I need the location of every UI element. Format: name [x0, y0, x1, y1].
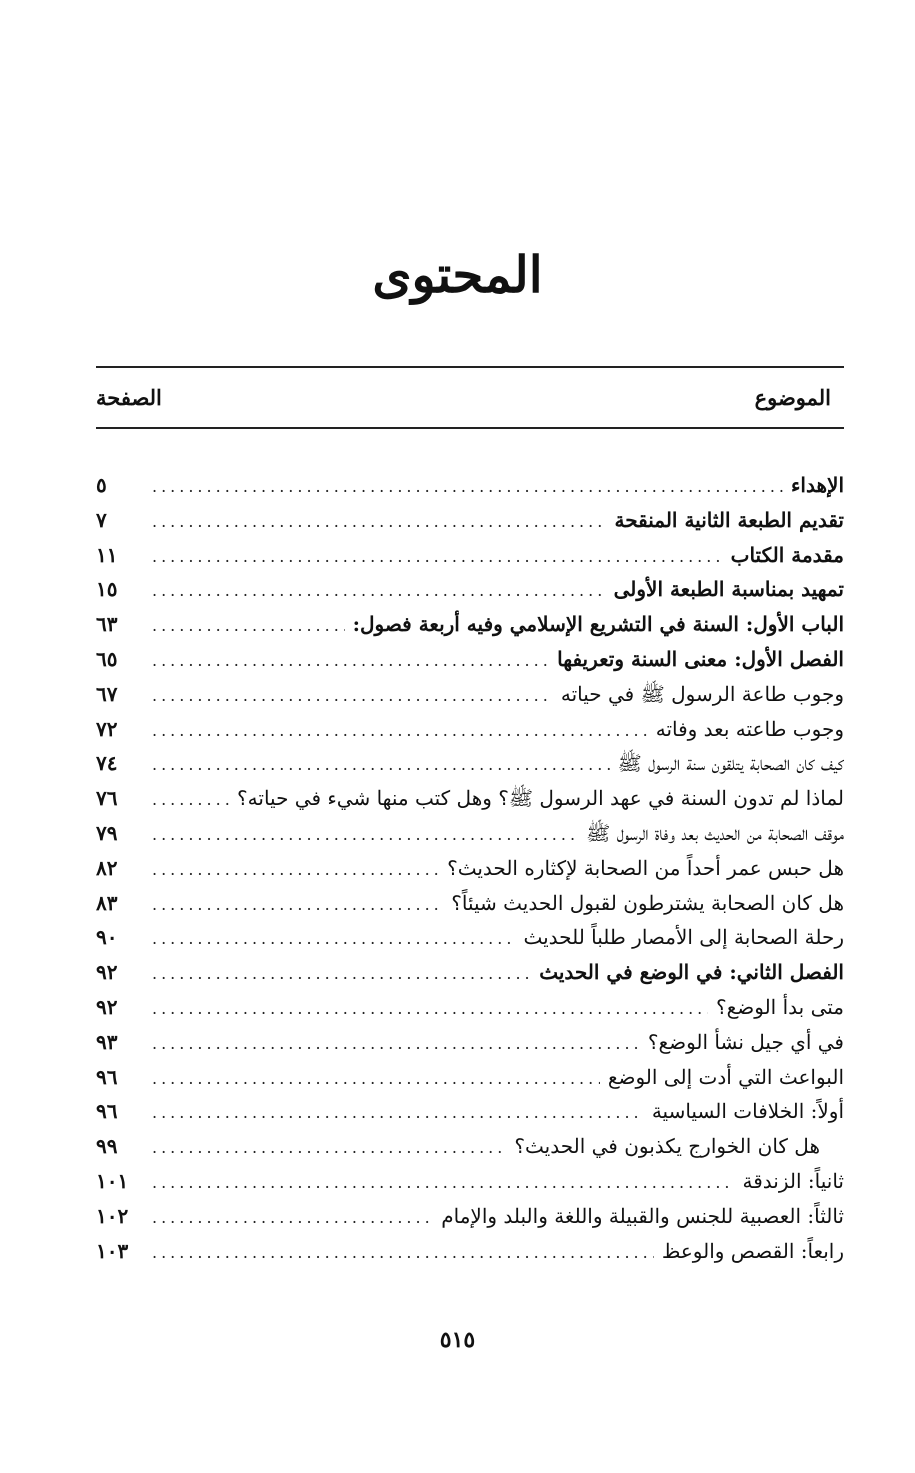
toc-entry-title: مقدمة الكتاب	[730, 542, 844, 567]
toc-entry-page: ٦٣	[96, 612, 118, 637]
toc-entry	[96, 746, 844, 781]
toc-entry-title: الفصل الثاني: في الوضع في الحديث	[539, 960, 844, 985]
toc-dot-leader	[152, 609, 345, 642]
header-top-rule	[96, 366, 844, 368]
toc-entry	[96, 677, 844, 712]
toc-dot-leader	[152, 540, 723, 573]
toc-dot-leader	[152, 1201, 433, 1234]
toc-dot-leader	[152, 818, 578, 851]
toc-entry-page: ٧٤	[96, 751, 118, 776]
toc-entry	[96, 1164, 844, 1199]
toc-entry-page: ٩٦	[96, 1099, 118, 1124]
toc-entry-page: ٩٣	[96, 1029, 118, 1054]
toc-entry	[96, 781, 844, 816]
toc-dot-leader	[152, 574, 606, 607]
toc-entry-title: ثانياً: الزندقة	[742, 1168, 844, 1193]
toc-dot-leader	[152, 644, 549, 677]
toc-entry-page: ٩٢	[96, 960, 118, 985]
header-bottom-rule	[96, 427, 844, 429]
toc-entry-page: ١١	[96, 542, 118, 567]
toc-entry-page: ٩٢	[96, 994, 118, 1019]
toc-entry-title: رحلة الصحابة إلى الأمصار طلباً للحديث	[523, 925, 844, 950]
page-number: ٥١٥	[439, 1327, 476, 1353]
toc-entry-title: وجوب طاعته بعد وفاته	[655, 716, 844, 741]
toc-entry	[96, 1199, 844, 1234]
toc-dot-leader	[152, 505, 606, 538]
toc-entry-page: ٩٠	[96, 925, 118, 950]
toc-entry-title: تمهيد بمناسبة الطبعة الأولى	[613, 577, 844, 602]
toc-entry-page: ١٠٢	[96, 1203, 129, 1228]
page-title: المحتوى	[372, 245, 543, 304]
toc-entry-title: البواعث التي أدت إلى الوضع	[607, 1064, 844, 1089]
toc-entry-page: ٦٧	[96, 681, 118, 706]
toc-entry-title: موقف الصحابة من الحديث بعد وفاة الرسول ﷺ	[586, 820, 844, 845]
toc-entry-page: ٩٦	[96, 1064, 118, 1089]
toc-dot-leader	[152, 1096, 644, 1129]
toc-entry-title: رابعاً: القصص والوعظ	[661, 1238, 844, 1263]
toc-dot-leader	[152, 1027, 640, 1060]
toc-dot-leader	[152, 992, 708, 1025]
toc-entry-page: ١٠٣	[96, 1238, 129, 1263]
toc-entry-title: لماذا لم تدون السنة في عهد الرسول ﷺ؟ وهل كتب منها شيء في حياته؟	[237, 786, 844, 811]
toc-entry	[96, 538, 844, 573]
toc-entry	[96, 816, 844, 851]
toc-entry-page: ٧٢	[96, 716, 118, 741]
toc-entry-title: الباب الأول: السنة في التشريع الإسلامي وفيه أربعة فصول:	[352, 612, 844, 637]
toc-dot-leader	[152, 853, 439, 886]
toc-entry-page: ٧٩	[96, 820, 118, 845]
toc-entry	[96, 920, 844, 955]
toc-entry	[96, 607, 844, 642]
toc-entry-page: ٨٢	[96, 855, 118, 880]
toc-dot-leader	[152, 1062, 600, 1095]
toc-entry-page: ١٥	[96, 577, 118, 602]
toc-entry-page: ٧٦	[96, 786, 118, 811]
toc-entry-page: ٧	[96, 507, 107, 532]
toc-dot-leader	[152, 957, 531, 990]
toc-entry-title: هل حبس عمر أحداً من الصحابة لإكثاره الحديث؟	[447, 855, 844, 880]
toc-entry-title: متى بدأ الوضع؟	[716, 994, 844, 1019]
toc-entry-title: تقديم الطبعة الثانية المنقحة	[614, 507, 844, 532]
toc-entry	[96, 1094, 844, 1129]
toc-entry-page: ١٠١	[96, 1168, 129, 1193]
toc-entry-title: ثالثاً: العصبية للجنس والقبيلة واللغة والبلد والإمام	[441, 1203, 844, 1228]
toc-entry	[96, 1025, 844, 1060]
toc-entry	[96, 851, 844, 886]
toc-entry-title: في أي جيل نشأ الوضع؟	[647, 1029, 844, 1054]
toc-dot-leader	[152, 470, 783, 503]
toc-entry-title: وجوب طاعة الرسول ﷺ في حياته	[560, 681, 844, 706]
toc-entry	[96, 886, 844, 921]
toc-entry-title: هل كان الصحابة يشترطون لقبول الحديث شيئاً؟	[451, 890, 844, 915]
toc-dot-leader	[152, 1131, 506, 1164]
toc-entry	[96, 642, 844, 677]
toc-dot-leader	[152, 783, 229, 816]
toc-dot-leader	[152, 714, 648, 747]
toc-dot-leader	[152, 888, 443, 921]
toc-dot-leader	[152, 1236, 654, 1269]
toc-entry	[96, 468, 844, 503]
toc-dot-leader	[152, 748, 610, 781]
table-of-contents	[96, 468, 844, 1268]
toc-entry-title: الفصل الأول: معنى السنة وتعريفها	[557, 646, 844, 671]
toc-entry-title: كيف كان الصحابة يتلقون سنة الرسول ﷺ	[617, 751, 844, 776]
toc-entry	[96, 1234, 844, 1269]
toc-entry	[96, 572, 844, 607]
toc-entry	[96, 990, 844, 1025]
toc-entry-page: ٥	[96, 473, 107, 497]
toc-entry-page: ٦٥	[96, 646, 118, 671]
toc-entry	[96, 1060, 844, 1095]
toc-entry-title: أولاً: الخلافات السياسية	[651, 1099, 844, 1124]
topic-column-header: الموضوع	[754, 385, 831, 410]
toc-entry-title: هل كان الخوارج يكذبون في الحديث؟	[514, 1134, 820, 1159]
toc-entry	[96, 712, 844, 747]
toc-entry-title: الإهداء	[791, 473, 844, 497]
toc-dot-leader	[152, 679, 553, 712]
toc-dot-leader	[152, 1166, 735, 1199]
toc-entry-page: ٩٩	[96, 1134, 118, 1159]
toc-entry	[96, 1129, 844, 1164]
page-column-header: الصفحة	[96, 385, 162, 410]
toc-entry	[96, 503, 844, 538]
toc-entry	[96, 955, 844, 990]
toc-entry-page: ٨٣	[96, 890, 118, 915]
toc-dot-leader	[152, 922, 515, 955]
